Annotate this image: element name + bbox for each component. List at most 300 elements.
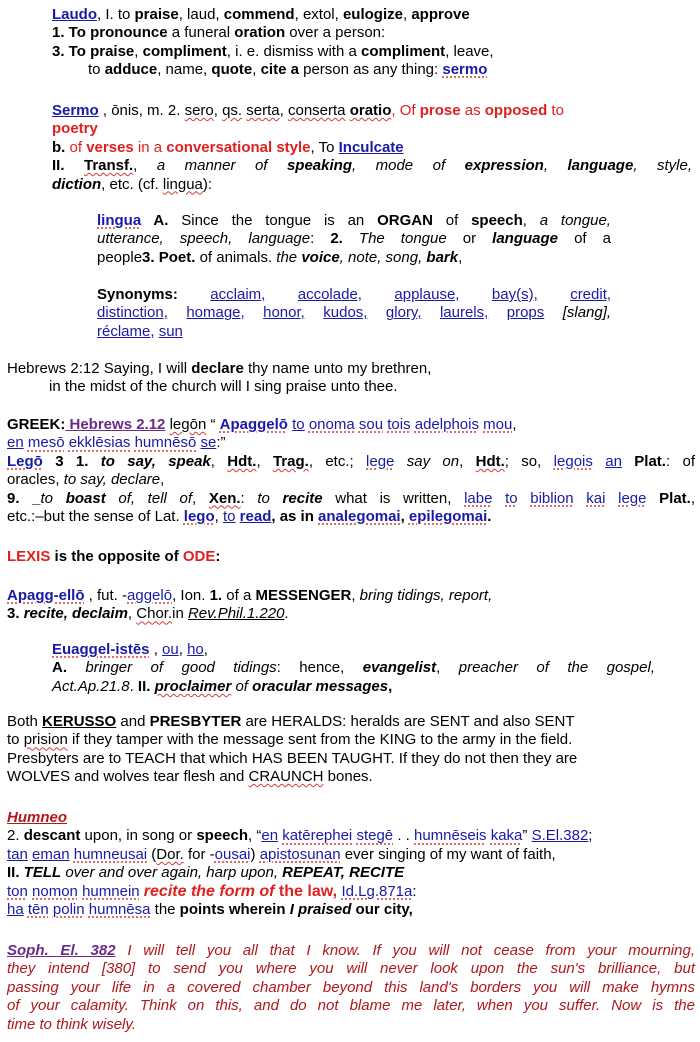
lego-headword-link[interactable]: Legō <box>7 452 43 470</box>
text: , <box>279 102 288 119</box>
text: : <box>412 882 417 900</box>
text: II. <box>7 864 24 882</box>
greek-line-3 <box>7 453 695 471</box>
text: expression <box>464 157 544 175</box>
text: the <box>150 900 180 918</box>
humneo-line-3 <box>7 864 695 882</box>
humneo-line-1 <box>7 827 695 845</box>
text: , <box>178 641 188 658</box>
text: voice <box>301 248 340 266</box>
text: ; <box>588 827 593 845</box>
text: poetry <box>52 120 98 138</box>
text: bark <box>426 248 459 266</box>
text <box>394 453 406 470</box>
greek-word-link[interactable]: nomon <box>32 882 78 900</box>
text: conversational style <box>166 138 311 156</box>
greek-word-link[interactable]: ekklēsias <box>68 434 131 452</box>
text: approve <box>411 6 470 23</box>
greek-word-link[interactable]: en <box>261 827 279 845</box>
text: b. <box>52 138 66 156</box>
text: , as in <box>271 507 319 525</box>
hebrews-line-2 <box>7 378 687 396</box>
text: , <box>339 248 349 266</box>
text: bringer of good tidings <box>67 659 277 677</box>
sermo-entry <box>52 102 692 194</box>
greek-word-link[interactable]: ton <box>7 882 28 900</box>
text: , <box>436 659 459 677</box>
text: , <box>192 489 209 507</box>
text: cite a <box>260 61 299 79</box>
text: to <box>88 61 105 79</box>
text <box>605 490 618 507</box>
text: in <box>172 605 188 623</box>
text: 3. Poet. <box>142 248 196 266</box>
text: 9. _ <box>7 489 41 507</box>
lingua-entry <box>97 212 611 267</box>
text: A. <box>52 659 67 677</box>
text: bring tidings, report <box>359 587 489 604</box>
text: A. <box>141 212 169 229</box>
synonym-link[interactable]: homage, <box>186 304 245 322</box>
text: , To <box>310 138 339 156</box>
synonym-link[interactable]: glory, <box>385 304 422 322</box>
greek-word-link[interactable]: labe <box>464 489 493 507</box>
synonyms-label: Synonyms: <box>97 286 178 303</box>
text <box>622 453 634 470</box>
greek-word-link[interactable]: legois <box>553 452 593 470</box>
text: adduce <box>104 61 158 79</box>
text: person as any thing: <box>298 61 443 79</box>
text: language <box>492 230 559 248</box>
text: sero <box>184 102 214 119</box>
text: ): <box>202 175 213 193</box>
text: oratio <box>349 102 392 119</box>
greek-word-link[interactable]: biblion <box>530 489 574 507</box>
text: : <box>215 548 221 565</box>
text: Both <box>7 713 43 730</box>
synonym-link[interactable]: réclame, <box>97 322 155 340</box>
greek-word-link[interactable]: humneusai <box>73 845 148 863</box>
text: Plat. <box>634 452 666 470</box>
text: ORGAN <box>377 212 433 229</box>
soph-line-2 <box>7 960 695 978</box>
text: is the opposite of <box>50 548 183 565</box>
apaggello-line-2 <box>7 605 687 623</box>
greek-word-link[interactable]: ousai <box>214 845 251 863</box>
text: a tongue, <box>539 212 611 229</box>
greek-word-link[interactable]: tois <box>387 416 411 433</box>
text: , Ion. <box>172 587 210 604</box>
greek-word-link[interactable]: humnēsa <box>88 900 151 918</box>
text: bones. <box>323 768 373 786</box>
text <box>492 490 505 507</box>
text: the <box>276 248 302 266</box>
sermo-line-4 <box>52 157 692 175</box>
text <box>646 490 659 507</box>
text: Presbyters are to TEACH that which HAS BEEN TAUGHT. If they do not then they are <box>7 749 578 767</box>
text: ever singing of my want of faith, <box>340 845 556 863</box>
text: , <box>149 641 163 658</box>
soph-line-1 <box>7 942 695 960</box>
text: boast <box>65 489 106 507</box>
text: , <box>458 248 463 266</box>
text: speaking <box>286 157 352 175</box>
text: . <box>487 507 492 525</box>
text: verses <box>86 138 134 156</box>
text: over a person: <box>285 24 386 42</box>
lingua-headword-link[interactable]: lingua <box>97 212 142 229</box>
synonym-link[interactable]: props <box>506 304 545 322</box>
text: note, song <box>348 248 419 266</box>
text: : of <box>665 452 695 470</box>
text: GREEK: <box>7 416 66 433</box>
text: to <box>40 489 66 507</box>
greek-word-link[interactable]: tan <box>7 845 28 863</box>
greek-word-link[interactable]: se <box>200 434 217 452</box>
analegomai-link[interactable]: analegomai <box>318 507 401 525</box>
text: II. <box>137 677 151 695</box>
sermo-headword-link[interactable]: Sermo <box>52 102 99 119</box>
text: 3. To <box>52 42 91 60</box>
greek-word-link[interactable]: ha <box>7 900 24 918</box>
text: preacher of the gospel <box>458 659 651 677</box>
greek-word-link[interactable]: onoma <box>308 416 355 433</box>
euaggelistes-line-2 <box>52 659 655 677</box>
text: recite <box>282 489 323 507</box>
synonym-link[interactable]: honor, <box>263 304 305 322</box>
source-ref-link[interactable]: S.El.382 <box>531 827 589 845</box>
euaggelistes-headword-link[interactable]: Euaggel-istēs <box>52 641 150 658</box>
text: , <box>690 489 695 507</box>
text: or <box>446 230 493 248</box>
text: , laud, <box>178 6 224 23</box>
lingua-line-1 <box>97 212 611 230</box>
sermo-link[interactable]: sermo <box>442 61 488 79</box>
sermo-line-5 <box>52 176 692 194</box>
text: , <box>351 157 376 175</box>
synonyms-row-2 <box>97 304 611 322</box>
text: say on <box>406 452 460 470</box>
text: , <box>133 157 157 175</box>
text: , <box>134 42 143 60</box>
humneo-entry <box>7 809 695 919</box>
greek-word-link[interactable]: kai <box>586 489 606 507</box>
laudo-line-4 <box>52 61 692 79</box>
text: , extol, <box>294 6 343 23</box>
text: Dor. <box>156 845 184 863</box>
greek-word-link[interactable]: lege <box>618 489 647 507</box>
text: to say, declare <box>63 471 161 489</box>
text: recite the form of <box>143 882 275 900</box>
text: to <box>547 102 564 119</box>
text: oracles, <box>7 471 64 489</box>
synonym-link[interactable]: acclaim, <box>210 286 266 303</box>
hebrews-ref-link[interactable]: Hebrews 2.12 <box>65 416 166 433</box>
text: praise <box>134 6 179 23</box>
text: prision <box>23 731 68 749</box>
ho-link[interactable]: ho <box>187 641 204 658</box>
soph-line-5 <box>7 1016 695 1034</box>
text: recite, declaim <box>23 605 128 623</box>
text: as <box>460 102 485 119</box>
text: speech <box>196 827 249 845</box>
heralds-line-3 <box>7 750 695 768</box>
lingua-line-2 <box>97 230 611 248</box>
heralds-line-2 <box>7 731 695 749</box>
text: , <box>522 212 540 229</box>
text: , <box>418 248 427 266</box>
text: ; so, <box>504 452 554 470</box>
laudo-line-3 <box>52 43 692 61</box>
text: of a <box>222 587 256 604</box>
text: to <box>257 489 283 507</box>
text: , leave, <box>445 42 494 60</box>
text: I will tell you all that I know. If you will not cease from your mourning, <box>115 942 695 959</box>
text: , etc. (cf. <box>101 175 163 193</box>
text: in the midst of the church will I sing praise unto thee. <box>49 378 398 396</box>
text: :” <box>216 434 226 452</box>
apaggello-headword-link[interactable]: Apagg-ellō <box>7 587 85 604</box>
greek-line-1 <box>7 416 695 434</box>
text: CRAUNCH <box>248 768 324 786</box>
synonyms-row-1 <box>97 286 611 304</box>
aggelo-link[interactable]: aggelō <box>127 587 173 604</box>
greek-word-link[interactable]: Apaggelō <box>219 416 288 433</box>
text: . <box>129 677 138 695</box>
text: legōn <box>169 416 207 433</box>
text: ( <box>147 845 157 863</box>
greek-word-link[interactable]: sou <box>358 416 384 433</box>
text: style <box>656 157 688 175</box>
greek-word-link[interactable]: apistosunan <box>259 845 341 863</box>
greek-word-link[interactable]: humnein <box>82 882 140 900</box>
greek-word-link[interactable]: mesō <box>27 434 65 452</box>
text: “ <box>206 416 220 433</box>
text: : <box>310 230 331 248</box>
text <box>518 490 531 507</box>
greek-word-link[interactable]: lege <box>366 452 395 470</box>
greek-word-link[interactable]: adelphois <box>414 416 479 433</box>
text: and <box>116 713 150 730</box>
text: of your calamity. Think on this, and do not blame me later, when you suffer. Now is the <box>7 997 695 1015</box>
text: , “ <box>248 827 262 845</box>
sophocles-quote <box>7 942 695 1034</box>
greek-word-link[interactable]: kaka <box>490 827 523 845</box>
apaggello-line-1 <box>7 587 687 605</box>
text: , <box>203 641 208 658</box>
ou-link[interactable]: ou <box>162 641 179 658</box>
text: . <box>284 605 289 623</box>
greek-word-link[interactable]: humnēsō <box>134 434 197 452</box>
greek-word-link[interactable]: tēn <box>27 900 49 918</box>
text: points wherein <box>179 900 290 918</box>
text: Chor. <box>136 605 173 623</box>
greek-line-4 <box>7 471 695 489</box>
text: , ōnis, m. 2. <box>98 102 185 119</box>
greek-word-link[interactable]: katērephei <box>282 827 353 845</box>
text: 2. <box>330 230 343 248</box>
text: of <box>432 212 472 229</box>
text: ODE <box>182 548 216 565</box>
text: evangelist <box>362 659 437 677</box>
text: Plat. <box>659 489 691 507</box>
text: Trag. <box>272 452 309 470</box>
greek-word-link[interactable]: eman <box>32 845 70 863</box>
text: , i. e. dismiss with a <box>226 42 361 60</box>
text: TELL <box>23 864 62 882</box>
text: a manner of <box>156 157 287 175</box>
epilegomai-link[interactable]: epilegomai <box>408 507 488 525</box>
text: are HERALDS: heralds are SENT and also SENT <box>241 713 575 730</box>
text: , etc.; <box>308 452 367 470</box>
heralds-paragraph <box>7 713 695 787</box>
text: diction <box>52 175 102 193</box>
synonym-link[interactable]: laurels, <box>439 304 489 322</box>
text: they intend [380] to send you where you will never look upon the sun's brilliance, but <box>7 960 695 978</box>
source-ref-link[interactable]: Id.Lg.871a <box>341 882 413 900</box>
text: , <box>650 659 655 677</box>
text: of <box>231 677 253 695</box>
greek-word-link[interactable]: stegē <box>356 827 394 845</box>
synonym-link[interactable]: accolade, <box>297 286 362 303</box>
synonym-link[interactable]: kudos, <box>323 304 368 322</box>
text: , name, <box>157 61 212 79</box>
text: to <box>7 731 24 749</box>
heralds-line-4 <box>7 768 695 786</box>
text: : <box>240 489 258 507</box>
text: Act.Ap.21.8 <box>52 677 130 695</box>
text: , <box>160 471 165 489</box>
synonym-link[interactable]: bay(s), <box>491 286 538 303</box>
text: in a <box>133 138 167 156</box>
text: serta <box>246 102 280 119</box>
synonym-link[interactable]: distinction, <box>97 304 168 322</box>
text: , fut. - <box>84 587 128 604</box>
text: our city, <box>351 900 413 918</box>
greek-word-link[interactable]: an <box>605 452 622 470</box>
text: Since the tongue is an <box>168 212 378 229</box>
lego-link[interactable]: lego <box>183 507 215 525</box>
text: what is written, <box>322 489 465 507</box>
greek-word-link[interactable]: mou <box>483 416 513 433</box>
text: for - <box>183 845 215 863</box>
synonym-link[interactable]: applause, <box>394 286 460 303</box>
text: , <box>252 61 261 79</box>
hebrews-line-1 <box>7 360 687 378</box>
humneo-line-4 <box>7 883 695 901</box>
laudo-headword-link[interactable]: Laudo <box>52 6 97 23</box>
synonym-link[interactable]: sun <box>158 322 183 340</box>
text: , <box>213 102 223 119</box>
greek-word-link[interactable]: en <box>7 434 24 452</box>
text: declare <box>191 360 244 377</box>
lingua-line-3 <box>97 249 611 267</box>
text: , I. to <box>97 6 135 23</box>
text: , Of <box>391 102 420 119</box>
text: compliment <box>142 42 227 60</box>
humneo-headword: Humneo <box>7 809 67 826</box>
text: , <box>400 507 409 525</box>
text: people <box>97 248 143 266</box>
sermo-line-1 <box>52 102 692 120</box>
text: compliment <box>361 42 446 60</box>
humneo-line-2 <box>7 846 695 864</box>
text: I praised <box>289 900 352 918</box>
read-link[interactable]: read <box>239 507 272 525</box>
text: pronounce <box>90 24 168 42</box>
text: 3 1. <box>42 452 101 470</box>
text: , <box>488 587 493 604</box>
synonym-link[interactable]: credit, <box>570 286 612 303</box>
text: the law, <box>274 882 342 900</box>
soph-line-4 <box>7 997 695 1015</box>
text: 1. To <box>52 24 91 42</box>
text: if they tamper with the message sent from the KING to the army in the field. <box>67 731 573 749</box>
sermo-line-3 <box>52 139 692 157</box>
text: , <box>512 416 517 433</box>
text: . . <box>393 827 414 845</box>
text: PRESBYTER <box>149 713 242 730</box>
text: a funeral <box>167 24 235 42</box>
text: , <box>256 452 273 470</box>
laudo-entry <box>52 6 692 80</box>
text: etc.:–but the sense of Lat. <box>7 507 184 525</box>
greek-word-link[interactable]: to <box>292 416 305 433</box>
text: oration <box>234 24 286 42</box>
soph-ref-link[interactable]: Soph. El. 382 <box>7 942 116 959</box>
heralds-line-1 <box>7 713 695 731</box>
text: praise <box>90 42 135 60</box>
text: , <box>543 157 568 175</box>
greek-word-link[interactable]: humnēseis <box>414 827 487 845</box>
text: descant <box>23 827 81 845</box>
text: Hdt. <box>475 452 505 470</box>
inculcate-link[interactable]: Inculcate <box>338 138 404 156</box>
text: KERUSSO <box>42 713 117 730</box>
euaggelistes-line-1 <box>52 641 655 659</box>
text: Hebrews 2:12 Saying, I will <box>7 360 192 377</box>
text: , <box>388 677 393 695</box>
text: II. <box>52 157 84 175</box>
to-link[interactable]: to <box>222 507 236 525</box>
text: of animals. <box>195 248 277 266</box>
text: oracular messages <box>252 677 389 695</box>
text: 1. <box>209 587 223 604</box>
synonym-note: [slang], <box>562 304 612 322</box>
text: mode of <box>375 157 465 175</box>
greek-word-link[interactable]: to <box>505 489 518 507</box>
greek-word-link[interactable]: polin <box>52 900 85 918</box>
text: 3. <box>7 605 20 623</box>
text: , <box>633 157 657 175</box>
text: Rev.Phil.1.220 <box>187 605 285 623</box>
synonyms-row-3 <box>97 323 611 341</box>
text: ” <box>522 827 532 845</box>
apaggello-entry <box>7 587 687 624</box>
hebrews-quote <box>7 360 687 397</box>
text: of, tell of <box>105 489 193 507</box>
text: Xen. <box>208 489 241 507</box>
text <box>574 490 587 507</box>
text: , <box>402 6 412 23</box>
text: prose <box>419 102 461 119</box>
humneo-head-line <box>7 809 695 827</box>
text: proclaimer <box>154 677 232 695</box>
text: , <box>210 452 228 470</box>
text: speech <box>471 212 523 229</box>
text: : hence, <box>276 659 363 677</box>
text: WOLVES and wolves tear flesh and <box>7 768 249 786</box>
